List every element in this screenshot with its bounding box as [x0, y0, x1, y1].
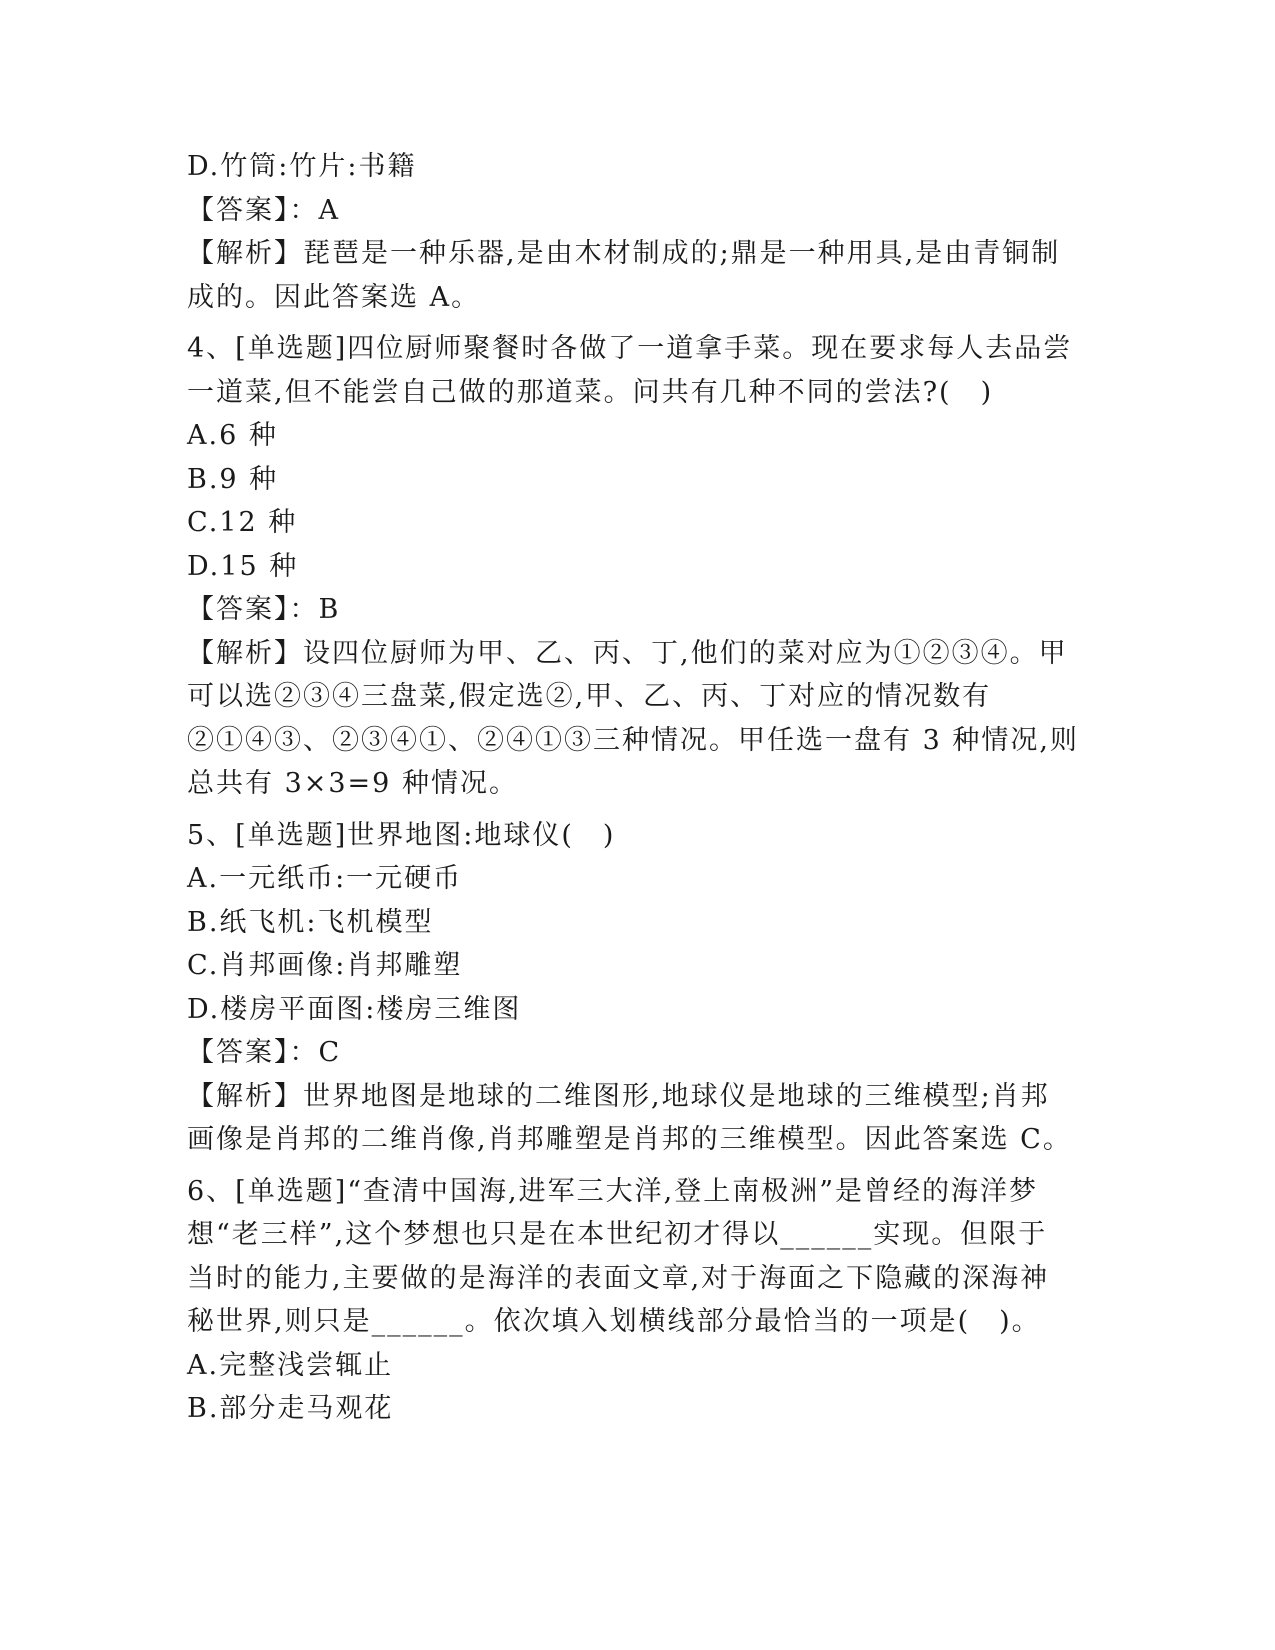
analysis-line: ②①④③、②③④①、②④①③三种情况。甲任选一盘有 3 种情况,则 — [187, 724, 1079, 756]
question-text: 当时的能力,主要做的是海洋的表面文章,对于海面之下隐藏的深海神 — [187, 1262, 1050, 1294]
option-d: D.楼房平面图:楼房三维图 — [187, 993, 522, 1025]
option-d: D.竹筒:竹片:书籍 — [187, 151, 417, 182]
option-d: D.15 种 — [187, 550, 299, 582]
analysis-line: 成的。因此答案选 A。 — [187, 281, 481, 313]
option-c: C.肖邦画像:肖邦雕塑 — [187, 950, 463, 981]
question-text: 秘世界,则只是______。依次填入划横线部分最恰当的一项是( )。 — [187, 1306, 1041, 1337]
answer-line: 【答案】：A — [187, 194, 340, 226]
option-a: A.6 种 — [187, 420, 278, 451]
answer-line: 【答案】：C — [187, 1037, 342, 1068]
option-b: B.纸飞机:飞机模型 — [187, 906, 434, 938]
question-text: 6、[单选题]“查清中国海,进军三大洋,登上南极洲”是曾经的海洋梦 — [187, 1175, 1039, 1207]
option-a: A.完整浅尝辄止 — [187, 1349, 394, 1381]
analysis-line: 可以选②③④三盘菜,假定选②,甲、乙、丙、丁对应的情况数有 — [187, 681, 992, 712]
option-a: A.一元纸币:一元硬币 — [187, 863, 463, 894]
question-text: 5、[单选题]世界地图:地球仪( ) — [187, 819, 616, 851]
question-5 — [187, 814, 1087, 1162]
question-6 — [187, 1170, 1087, 1431]
analysis-line: 【解析】琵琶是一种乐器,是由木材制成的;鼎是一种用具,是由青铜制 — [187, 238, 1061, 269]
analysis-line: 【解析】世界地图是地球的二维图形,地球仪是地球的三维模型;肖邦 — [187, 1080, 1050, 1112]
analysis-line: 【解析】设四位厨师为甲、乙、丙、丁,他们的菜对应为①②③④。甲 — [187, 637, 1068, 669]
question-text: 想“老三样”,这个梦想也只是在本世纪初才得以______实现。但限于 — [187, 1219, 1048, 1250]
question-text: 4、[单选题]四位厨师聚餐时各做了一道拿手菜。现在要求每人去品尝 — [187, 333, 1073, 364]
question-3-tail — [187, 145, 1087, 319]
option-c: C.12 种 — [187, 507, 298, 538]
question-4 — [187, 327, 1087, 806]
option-b: B.部分走马观花 — [187, 1393, 394, 1424]
question-text: 一道菜,但不能尝自己做的那道菜。问共有几种不同的尝法?( ) — [187, 376, 994, 408]
option-b: B.9 种 — [187, 463, 279, 495]
analysis-line: 画像是肖邦的二维肖像,肖邦雕塑是肖邦的三维模型。因此答案选 C。 — [187, 1124, 1072, 1155]
exam-page — [187, 145, 1087, 1431]
answer-line: 【答案】：B — [187, 594, 341, 625]
analysis-line: 总共有 3×3=9 种情况。 — [187, 768, 518, 799]
